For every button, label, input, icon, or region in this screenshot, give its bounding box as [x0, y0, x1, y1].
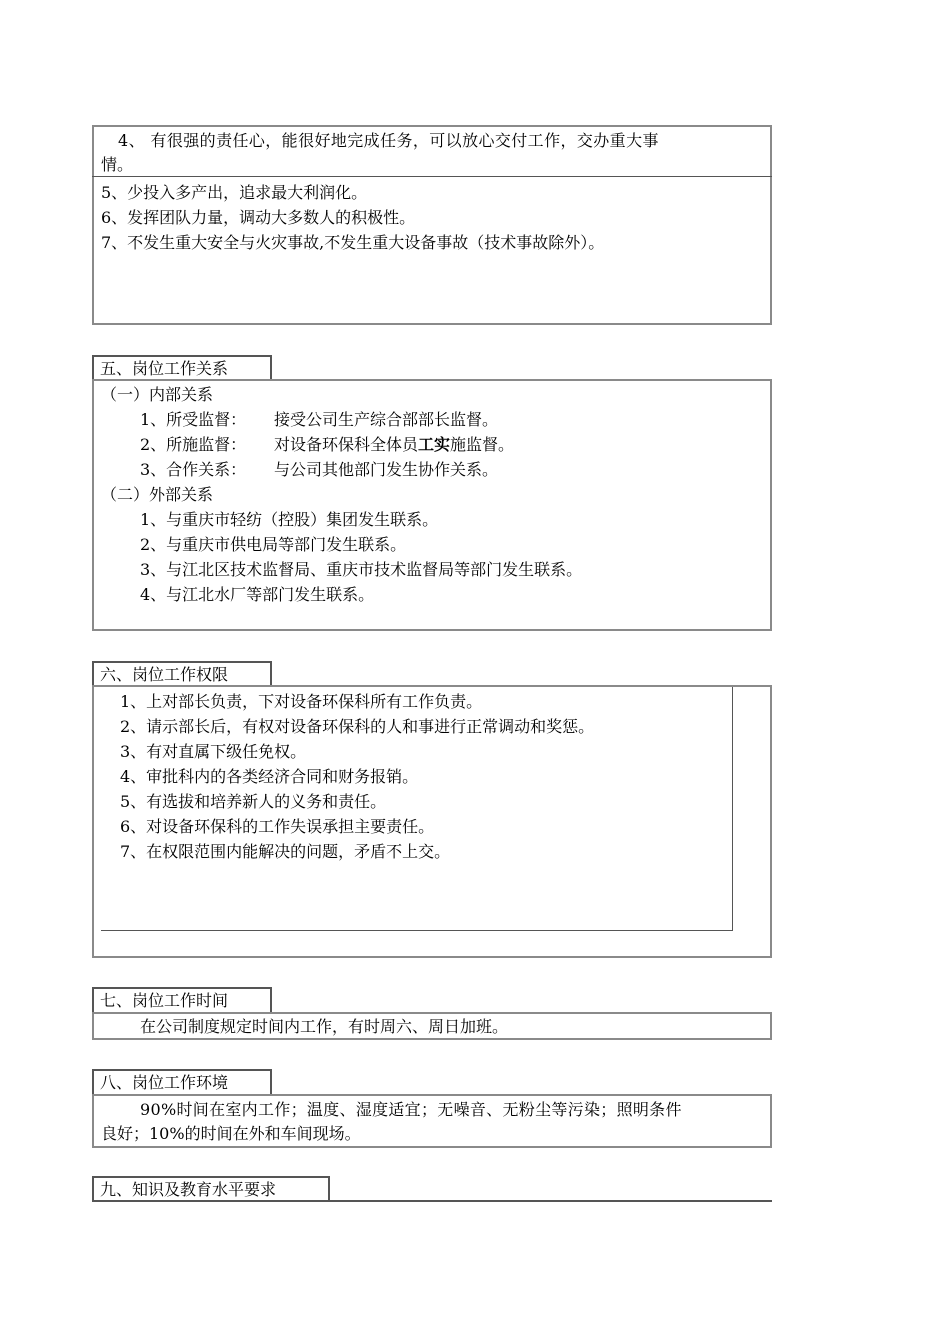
bold-text: 工实 — [418, 435, 451, 454]
section5-internal-1-label: 1、所受监督： — [140, 410, 247, 429]
section5-external-2: 2、与重庆市供电局等部门发生联系。 — [140, 535, 407, 554]
section4-line-3: 5、少投入多产出，追求最大利润化。 — [101, 183, 368, 202]
section5-internal-title: （一）内部关系 — [101, 385, 214, 404]
section8-line-1: 90%时间在室内工作；温度、湿度适宜；无噪音、无粉尘等污染；照明条件 — [140, 1100, 682, 1119]
section5-title: 五、岗位工作关系 — [92, 355, 272, 381]
section4-line-1: 4、 有很强的责任心，能很好地完成任务，可以放心交付工作，交办重大事 — [118, 131, 659, 150]
section5-external-1: 1、与重庆市轻纺（控股）集团发生联系。 — [140, 510, 439, 529]
section7-text: 在公司制度规定时间内工作，有时周六、周日加班。 — [140, 1017, 509, 1036]
section4-line-4: 6、发挥团队力量，调动大多数人的积极性。 — [101, 208, 416, 227]
section6-item-5: 5、有选拔和培养新人的义务和责任。 — [120, 792, 387, 811]
section6-item-6: 6、对设备环保科的工作失误承担主要责任。 — [120, 817, 435, 836]
section9-underline — [92, 1200, 772, 1202]
section4-divider — [92, 176, 772, 177]
section5-external-title: （二）外部关系 — [101, 485, 214, 504]
section5-internal-1-text: 接受公司生产综合部部长监督。 — [274, 410, 499, 429]
section6-title: 六、岗位工作权限 — [92, 661, 272, 687]
section6-item-3: 3、有对直属下级任免权。 — [120, 742, 307, 761]
section6-item-1: 1、上对部长负责，下对设备环保科所有工作负责。 — [120, 692, 483, 711]
section6-item-7: 7、在权限范围内能解决的问题，矛盾不上交。 — [120, 842, 451, 861]
section4-line-2: 情。 — [101, 155, 134, 174]
section6-inner-bottom — [101, 930, 733, 931]
section5-external-4: 4、与江北水厂等部门发生联系。 — [140, 585, 375, 604]
section6-inner-right — [732, 687, 733, 931]
section5-external-3: 3、与江北区技术监督局、重庆市技术监督局等部门发生联系。 — [140, 560, 583, 579]
section6-item-4: 4、审批科内的各类经济合同和财务报销。 — [120, 767, 419, 786]
section4-line-5: 7、不发生重大安全与火灾事故,不发生重大设备事故（技术事故除外）。 — [101, 233, 605, 252]
section5-internal-2-text: 对设备环保科全体员工实施监督。 — [274, 435, 515, 454]
section5-internal-2-label: 2、所施监督： — [140, 435, 247, 454]
section8-line-2: 良好；10%的时间在外和车间现场。 — [101, 1124, 361, 1143]
section7-title: 七、岗位工作时间 — [92, 987, 272, 1013]
section5-internal-3-label: 3、合作关系： — [140, 460, 247, 479]
section8-title: 八、岗位工作环境 — [92, 1069, 272, 1095]
section9-title: 九、知识及教育水平要求 — [92, 1176, 330, 1202]
section5-internal-3-text: 与公司其他部门发生协作关系。 — [274, 460, 499, 479]
section6-item-2: 2、请示部长后，有权对设备环保科的人和事进行正常调动和奖惩。 — [120, 717, 595, 736]
